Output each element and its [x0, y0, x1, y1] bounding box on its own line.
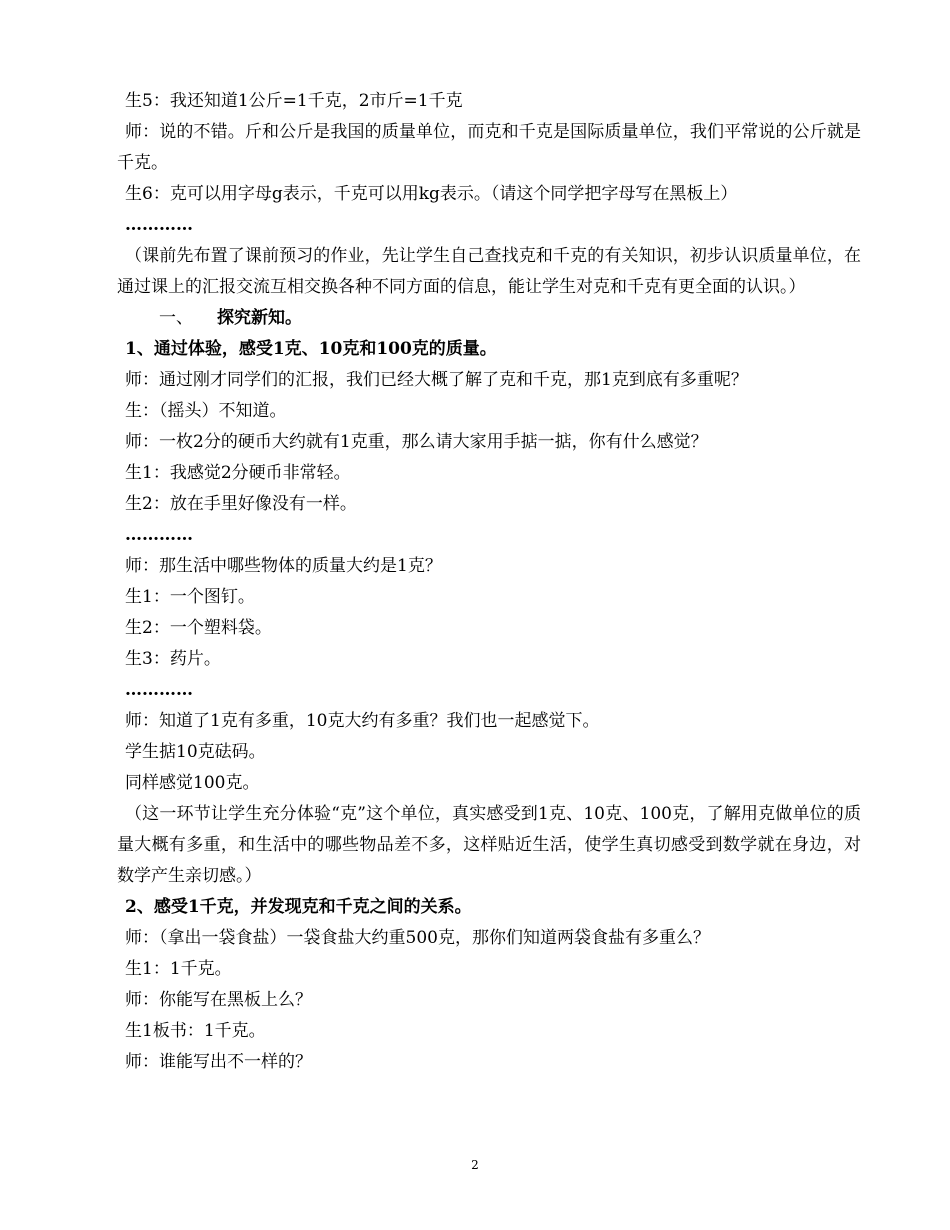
dialogue-line: 师：那生活中哪些物体的质量大约是1克？ [125, 556, 442, 576]
dialogue-line: 生1：1千克。 [125, 959, 232, 979]
section-title: 探究新知。 [217, 308, 302, 328]
subsection-heading-1: 1、通过体验，感受1克、10克和100克的质量。 [125, 339, 497, 359]
ellipsis-line: ………… [125, 680, 193, 700]
ellipsis-line: ………… [125, 525, 193, 545]
dialogue-paragraph: 师：说的不错。斤和公斤是我国的质量单位，而克和千克是国际质量单位，我们平常说的公斤就是千克。 [117, 122, 861, 173]
dialogue-line: 师：知道了1克有多重，10克大约有多重？我们也一起感觉下。 [125, 711, 600, 731]
dialogue-line: 师：（拿出一袋食盐）一袋食盐大约重500克，那你们知道两袋食盐有多重么？ [125, 928, 710, 948]
dialogue-line: 师：你能写在黑板上么？ [125, 990, 312, 1010]
ellipsis-line: ………… [125, 215, 193, 235]
dialogue-line: 生1：一个图钉。 [125, 587, 255, 607]
section-number: 一、 [159, 308, 193, 328]
dialogue-line: 生2：一个塑料袋。 [125, 618, 272, 638]
dialogue-line: 生1：我感觉2分硬币非常轻。 [125, 463, 351, 483]
dialogue-line: 生3：药片。 [125, 649, 221, 669]
dialogue-line: 学生掂10克砝码。 [125, 742, 266, 762]
dialogue-line: 师：一枚2分的硬币大约就有1克重，那么请大家用手掂一掂，你有什么感觉？ [125, 432, 708, 452]
page-number: 2 [471, 1158, 479, 1172]
dialogue-line: 生5：我还知道1公斤=1千克，2市斤=1千克 [125, 91, 463, 111]
dialogue-line: 同样感觉100克。 [125, 773, 260, 793]
dialogue-line: 生1板书：1千克。 [125, 1021, 266, 1041]
dialogue-line: 师：通过刚才同学们的汇报，我们已经大概了解了克和千克，那1克到底有多重呢？ [125, 370, 748, 390]
dialogue-line: 生2：放在手里好像没有一样。 [125, 494, 357, 514]
teaching-note: （这一环节让学生充分体验“克”这个单位，真实感受到1克、10克、100克，了解用克做单位的质量大概有多重，和生活中的哪些物品差不多，这样贴近生活，使学生真切感受到数学就在身边，对数学产生亲切感。） [117, 804, 861, 886]
document-body [117, 86, 861, 1078]
dialogue-line: 生6：克可以用字母g表示，千克可以用kg表示。（请这个同学把字母写在黑板上） [125, 184, 738, 204]
section-heading [117, 303, 861, 334]
dialogue-line: 师：谁能写出不一样的？ [125, 1052, 312, 1072]
subsection-heading-2: 2、感受1千克，并发现克和千克之间的关系。 [125, 897, 472, 917]
teaching-note: （课前先布置了课前预习的作业，先让学生自己查找克和千克的有关知识，初步认识质量单位，在通过课上的汇报交流互相交换各种不同方面的信息，能让学生对克和千克有更全面的认识。） [117, 246, 861, 297]
dialogue-line: 生：（摇头）不知道。 [125, 401, 287, 421]
